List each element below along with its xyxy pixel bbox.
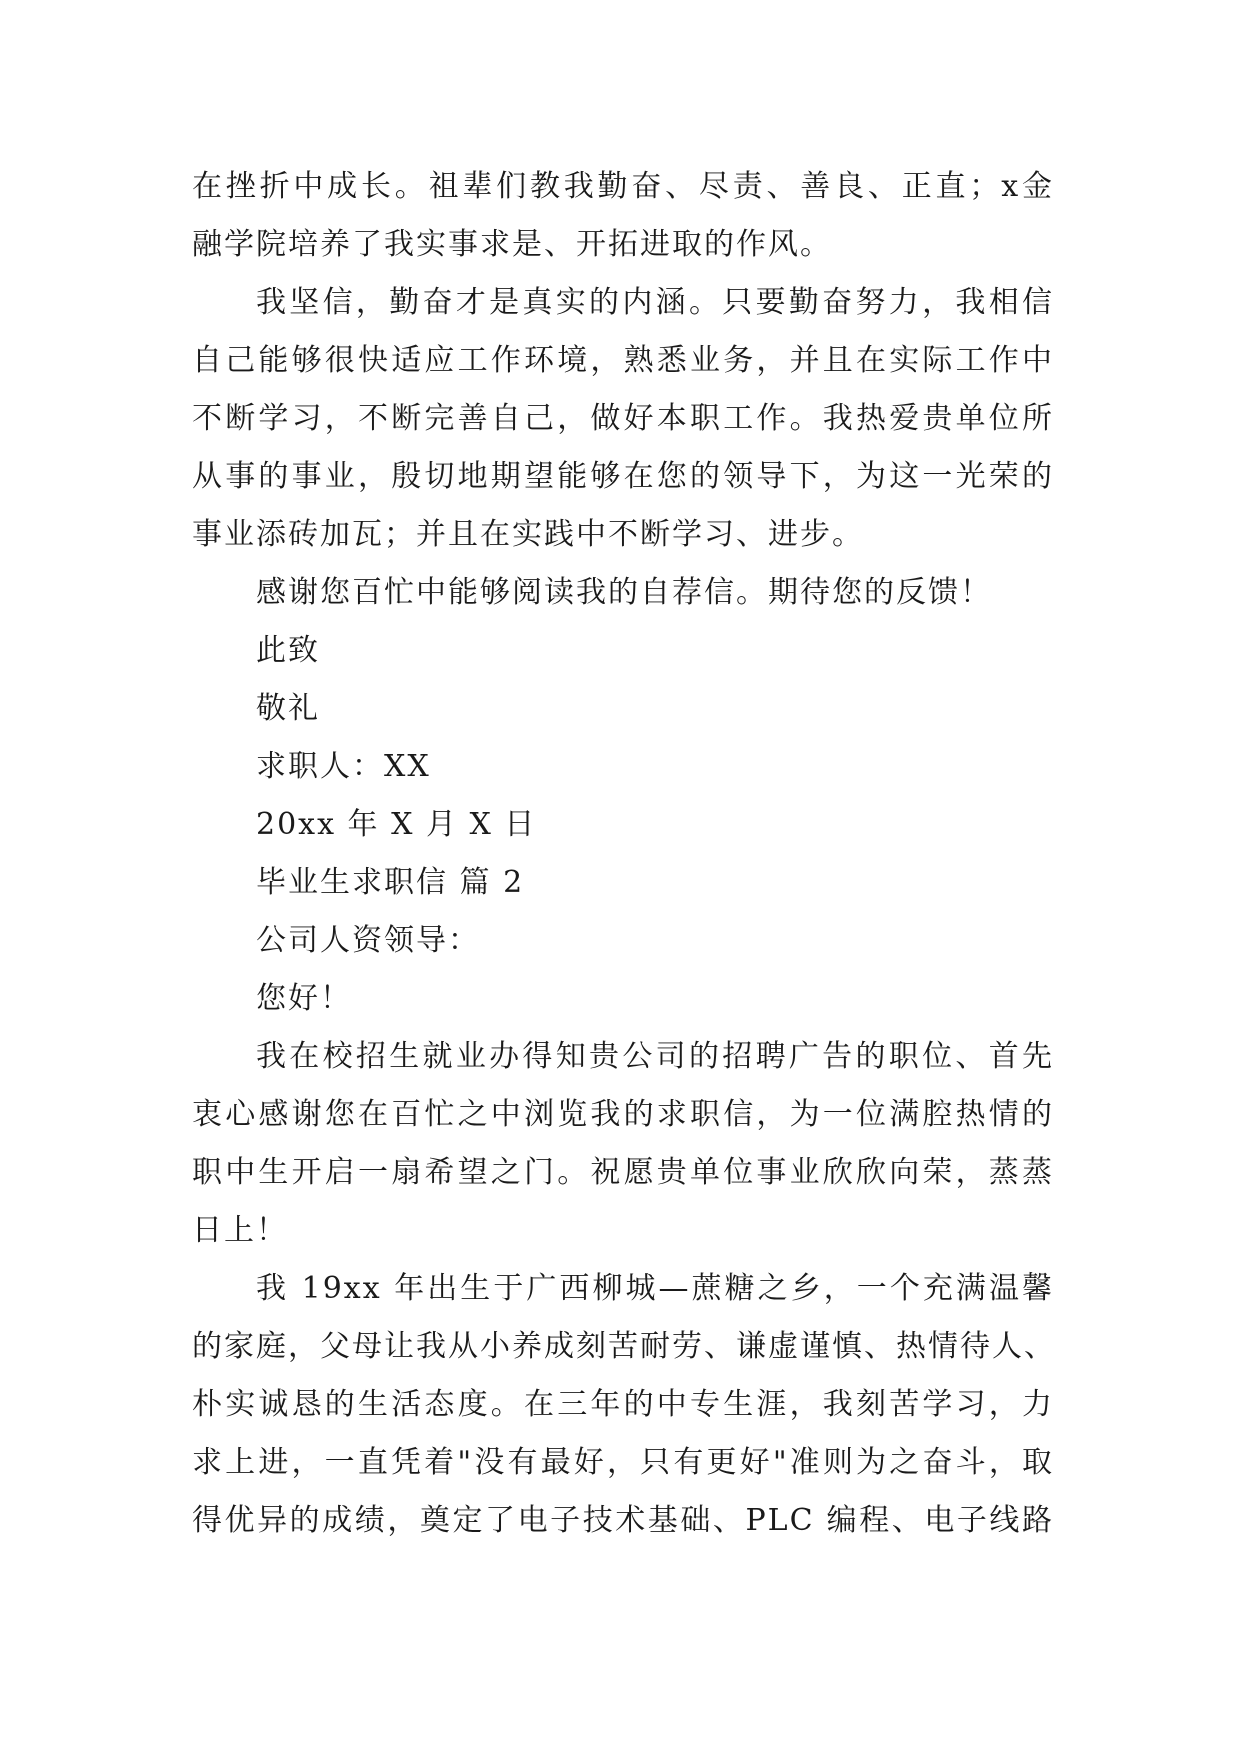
text-line: 20xx 年 X 月 X 日 — [256, 807, 537, 842]
text-line: 求上进，一直凭着"没有最好，只有更好"准则为之奋斗，取 — [192, 1445, 1054, 1480]
text-line: 不断学习，不断完善自己，做好本职工作。我热爱贵单位所 — [192, 401, 1054, 436]
text-line: 求职人：XX — [256, 749, 431, 784]
text-line: 从事的事业，殷切地期望能够在您的领导下，为这一光荣的 — [192, 459, 1054, 494]
text-line: 公司人资领导： — [256, 923, 480, 958]
text-line: 融学院培养了我实事求是、开拓进取的作风。 — [192, 227, 832, 262]
text-line: 您好！ — [256, 981, 352, 1016]
text-line: 毕业生求职信 篇 2 — [256, 865, 525, 900]
text-line: 感谢您百忙中能够阅读我的自荐信。期待您的反馈！ — [256, 575, 992, 610]
document-body — [192, 158, 1054, 1550]
text-line: 衷心感谢您在百忙之中浏览我的求职信，为一位满腔热情的 — [192, 1097, 1054, 1132]
text-line: 在挫折中成长。祖辈们教我勤奋、尽责、善良、正直；x金 — [192, 169, 1054, 204]
text-line: 此致 — [256, 633, 320, 668]
text-line: 朴实诚恳的生活态度。在三年的中专生涯，我刻苦学习，力 — [192, 1387, 1054, 1422]
text-line: 事业添砖加瓦；并且在实践中不断学习、进步。 — [192, 517, 864, 552]
text-line: 敬礼 — [256, 691, 320, 726]
text-line: 自己能够很快适应工作环境，熟悉业务，并且在实际工作中 — [192, 343, 1054, 378]
text-line: 我在校招生就业办得知贵公司的招聘广告的职位、首先 — [256, 1039, 1054, 1074]
text-line: 的家庭，父母让我从小养成刻苦耐劳、谦虚谨慎、热情待人、 — [192, 1329, 1056, 1364]
text-line: 得优异的成绩，奠定了电子技术基础、PLC 编程、电子线路 — [192, 1503, 1054, 1538]
text-line: 日上！ — [192, 1213, 288, 1248]
text-line: 职中生开启一扇希望之门。祝愿贵单位事业欣欣向荣，蒸蒸 — [192, 1155, 1054, 1190]
text-line: 我 19xx 年出生于广西柳城—蔗糖之乡，一个充满温馨 — [256, 1271, 1054, 1306]
text-line: 我坚信，勤奋才是真实的内涵。只要勤奋努力，我相信 — [256, 285, 1054, 320]
